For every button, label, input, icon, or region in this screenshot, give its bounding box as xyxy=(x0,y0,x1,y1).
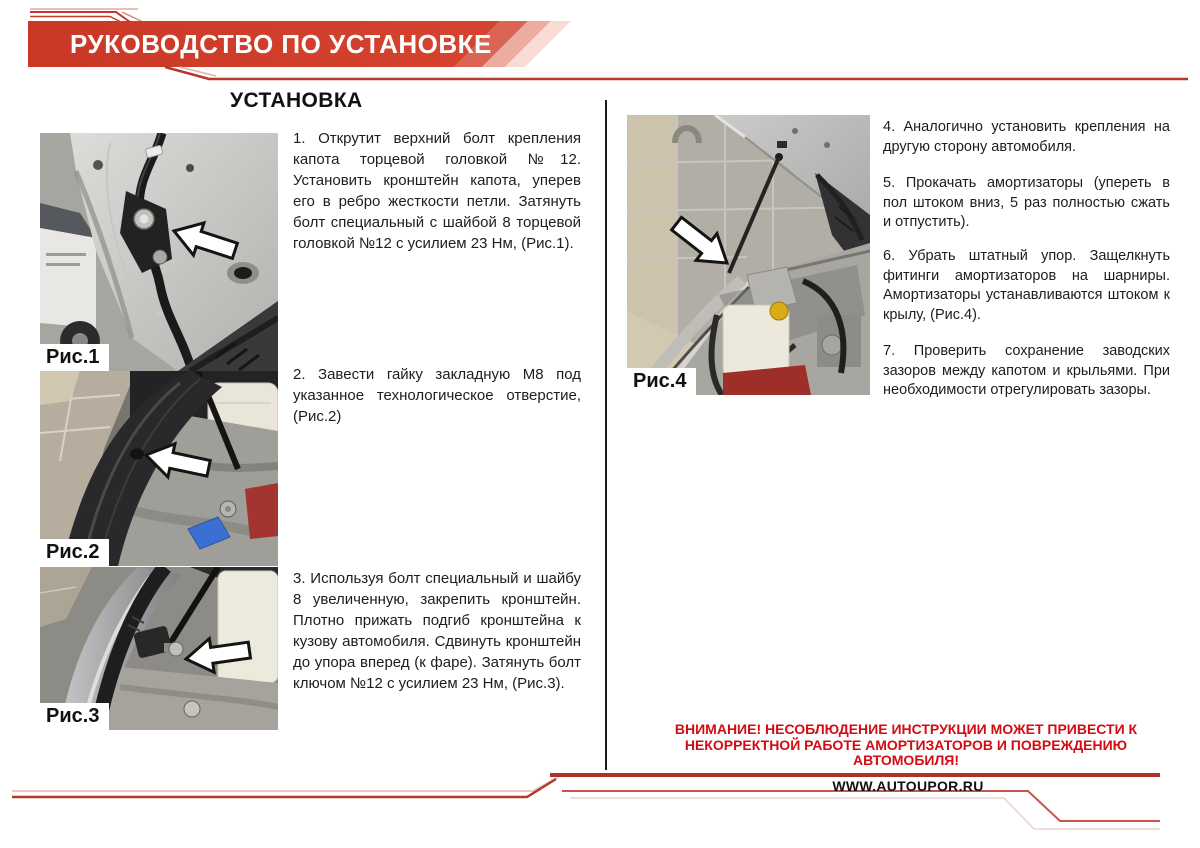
step-3-text: 3. Используя болт специальный и шайбу 8 увеличенную, закрепить кронштейн. Плотно прижать подгиб кронштейна к кузову автомобиля. Сдвинуть кронштейн до упора вперед (к фаре). Затянуть болт ключом №12 с усилием 23 Нм, (Рис.3). xyxy=(293,570,581,692)
figure-4-photo xyxy=(627,115,870,395)
step-5-text: 5. Прокачать амортизаторы (упереть в пол штоком вниз, 5 раз полностью сжать и отпустить). xyxy=(883,175,1170,230)
figure-3-caption: Рис.3 xyxy=(40,703,109,730)
warning-text: ВНИМАНИЕ! НЕСОБЛЮДЕНИЕ ИНСТРУКЦИИ МОЖЕТ ПРИВЕСТИ К НЕКОРРЕКТНОЙ РАБОТЕ АМОРТИЗАТОРОВ И ПОВРЕЖДЕНИЮ АВТОМОБИЛЯ! xyxy=(674,721,1138,768)
figure-1-photo xyxy=(40,133,278,371)
page-title: РУКОВОДСТВО ПО УСТАНОВКЕ xyxy=(70,29,492,59)
figure-4-caption: Рис.4 xyxy=(627,368,696,395)
step-4-text: 4. Аналогично установить крепления на другую сторону автомобиля. xyxy=(883,119,1170,155)
figure-3-photo xyxy=(40,567,278,730)
website-url: WWW.AUTOUPOR.RU xyxy=(832,778,984,794)
step-6-text: 6. Убрать штатный упор. Защелкнуть фитинги амортизаторов на шарниры. Амортизаторы устанавливаются штоком к крылу, (Рис.4). xyxy=(883,248,1170,323)
hood-bracket-photo xyxy=(40,133,278,371)
column-divider xyxy=(605,100,607,770)
nut-hole-photo xyxy=(40,371,278,566)
step-1-text: 1. Открутит верхний болт крепления капота торцевой головкой №12. Установить кронштейн капота, уперев его в ребро жесткости петли. Затянуть болт специальный с шайбой 8 торцевой головкой №12 с усилием 23 Нм, (Рис.1). xyxy=(293,130,581,252)
open-hood-strut-photo xyxy=(627,115,870,395)
section-title: УСТАНОВКА xyxy=(230,89,363,112)
figure-1-caption: Рис.1 xyxy=(40,344,109,371)
figure-2-caption: Рис.2 xyxy=(40,539,109,566)
figure-2-photo xyxy=(40,371,278,566)
step-7-text: 7. Проверить сохранение заводских зазоров между капотом и крыльями. При необходимости отрегулировать зазоры. xyxy=(883,343,1170,398)
step-2-text: 2. Завести гайку закладную М8 под указанное технологическое отверстие, (Рис.2) xyxy=(293,366,581,425)
